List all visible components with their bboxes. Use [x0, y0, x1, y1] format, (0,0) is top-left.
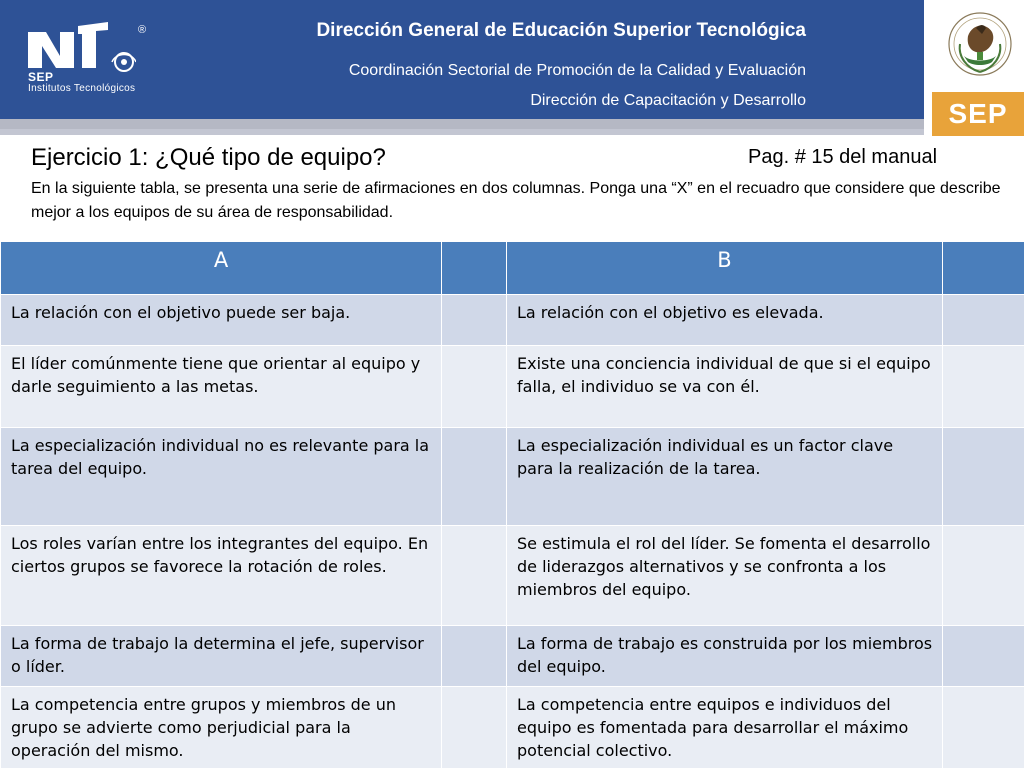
table-row	[1, 626, 1024, 687]
statement-a: La relación con el objetivo puede ser baja.	[1, 295, 442, 346]
statement-a: El líder comúnmente tiene que orientar al equipo y darle seguimiento a las metas.	[1, 346, 442, 428]
registered-mark: ®	[138, 24, 146, 36]
header-title: Dirección General de Educación Superior Tecnológica	[316, 20, 806, 42]
checkbox-a[interactable]	[442, 687, 507, 769]
header-subtitle-coordination: Coordinación Sectorial de Promoción de la Calidad y Evaluación	[349, 62, 806, 80]
national-coat-of-arms-icon	[946, 6, 1014, 86]
table-row	[1, 687, 1024, 769]
manual-page-reference: Pag. # 15 del manual	[748, 146, 937, 169]
logo-brand: SEP	[28, 70, 54, 84]
statement-a: La competencia entre grupos y miembros de un grupo se advierte como perjudicial para la operación del mismo.	[1, 687, 442, 769]
table-header-row	[1, 242, 1024, 295]
checkbox-b[interactable]	[943, 428, 1024, 526]
team-type-table	[0, 241, 1024, 769]
sep-badge: SEP	[932, 92, 1024, 136]
column-a-header: A	[1, 242, 442, 295]
table-row	[1, 428, 1024, 526]
table-row	[1, 346, 1024, 428]
sep-emblem-block	[932, 0, 1024, 137]
table-row	[1, 295, 1024, 346]
checkbox-b[interactable]	[943, 526, 1024, 626]
statement-a: La forma de trabajo la determina el jefe, supervisor o líder.	[1, 626, 442, 687]
statement-b: La especialización individual es un factor clave para la realización de la tarea.	[507, 428, 943, 526]
checkbox-a[interactable]	[442, 626, 507, 687]
checkbox-a[interactable]	[442, 295, 507, 346]
statement-b: La relación con el objetivo es elevada.	[507, 295, 943, 346]
checkbox-b[interactable]	[943, 687, 1024, 769]
logo-subtitle: Institutos Tecnológicos	[28, 83, 135, 94]
column-b-mark-header	[943, 242, 1024, 295]
checkbox-a[interactable]	[442, 428, 507, 526]
exercise-description: En la siguiente tabla, se presenta una serie de afirmaciones en dos columnas. Ponga una “X” en el recuadro que considere que describe mejor a los equipos de su área de responsabilidad.	[31, 177, 1006, 225]
sep-tecnologicos-logo	[26, 22, 158, 100]
header-subtitle-direction: Dirección de Capacitación y Desarrollo	[530, 92, 806, 110]
header-banner	[0, 0, 924, 119]
statement-a: La especialización individual no es relevante para la tarea del equipo.	[1, 428, 442, 526]
table-row	[1, 526, 1024, 626]
statement-b: La competencia entre equipos e individuos del equipo es fomentada para desarrollar el máximo potencial colectivo.	[507, 687, 943, 769]
statement-a: Los roles varían entre los integrantes del equipo. En ciertos grupos se favorece la rotación de roles.	[1, 526, 442, 626]
column-b-header: B	[507, 242, 943, 295]
checkbox-b[interactable]	[943, 626, 1024, 687]
header-stripe	[0, 119, 924, 135]
statement-b: La forma de trabajo es construida por los miembros del equipo.	[507, 626, 943, 687]
statement-b: Se estimula el rol del líder. Se fomenta el desarrollo de liderazgos alternativos y se confronta a los miembros del equipo.	[507, 526, 943, 626]
checkbox-b[interactable]	[943, 346, 1024, 428]
checkbox-a[interactable]	[442, 526, 507, 626]
statement-b: Existe una conciencia individual de que si el equipo falla, el individuo se va con él.	[507, 346, 943, 428]
exercise-title: Ejercicio 1: ¿Qué tipo de equipo?	[31, 144, 386, 172]
it-logo-icon	[26, 22, 136, 72]
column-a-mark-header	[442, 242, 507, 295]
checkbox-a[interactable]	[442, 346, 507, 428]
checkbox-b[interactable]	[943, 295, 1024, 346]
